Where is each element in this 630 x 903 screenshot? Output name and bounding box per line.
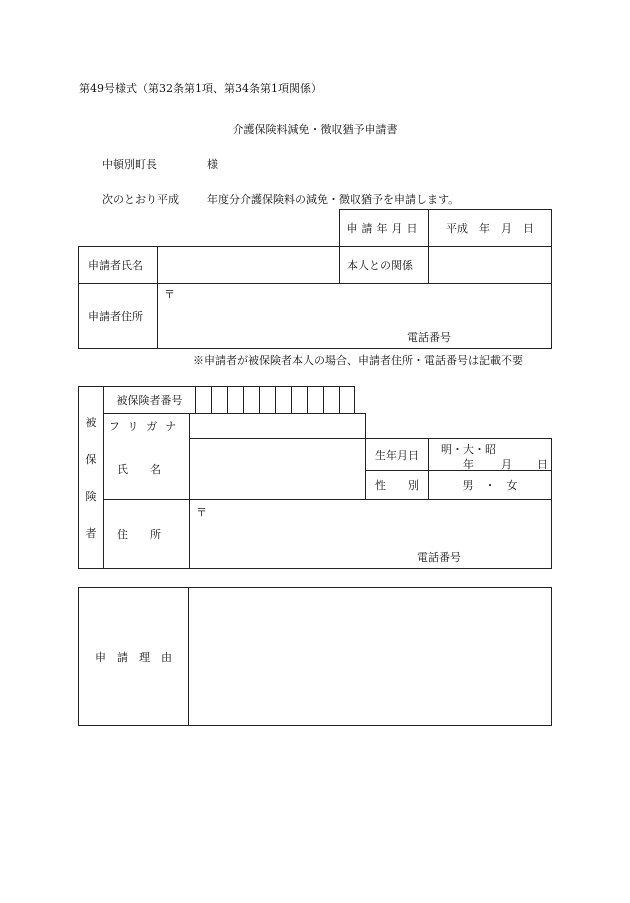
postal-mark: 〒 bbox=[164, 288, 175, 301]
application-date-label: 申請年月日 bbox=[346, 222, 422, 235]
birthdate-label: 生年月日 bbox=[375, 448, 419, 462]
applicant-phone-label: 電話番号 bbox=[407, 331, 451, 344]
insured-name-label: 氏 名 bbox=[117, 463, 161, 476]
era-options[interactable]: 明・大・昭 bbox=[441, 443, 496, 456]
applicant-address-label: 申請者住所 bbox=[88, 310, 143, 323]
insured-phone-label: 電話番号 bbox=[417, 551, 461, 564]
birth-day-unit: 日 bbox=[537, 458, 548, 471]
applicant-note: ※申請者が被保険者本人の場合、申請者住所・電話番号は記載不要 bbox=[193, 354, 523, 367]
insured-heading-char-4: 者 bbox=[85, 527, 97, 540]
intro-text: 年度分介護保険料の減免・徴収猶予を申請します。 bbox=[207, 193, 460, 206]
application-date-field[interactable]: 平成 年 月 日 bbox=[446, 222, 534, 235]
addressee: 中頓別町長 bbox=[102, 158, 157, 171]
intro-prefix: 次のとおり平成 bbox=[102, 193, 179, 206]
birth-year-unit: 年 bbox=[463, 458, 474, 471]
insured-heading-char-1: 被 bbox=[85, 416, 97, 429]
insured-address-label: 住 所 bbox=[117, 528, 161, 541]
sex-options[interactable]: 男 ・ 女 bbox=[462, 479, 518, 492]
insured-address-field[interactable] bbox=[190, 500, 551, 568]
applicant-name-label: 申請者氏名 bbox=[88, 259, 143, 272]
relation-label: 本人との関係 bbox=[347, 259, 413, 272]
sex-label: 性 別 bbox=[375, 479, 419, 492]
insured-heading-char-3: 険 bbox=[85, 490, 97, 503]
insured-postal-mark: 〒 bbox=[196, 506, 207, 519]
insured-number-field[interactable] bbox=[196, 387, 354, 413]
insured-name-field[interactable] bbox=[190, 439, 365, 499]
form-number: 第49号様式（第32条第1項、第34条第1項関係） bbox=[79, 82, 322, 95]
furigana-field[interactable] bbox=[190, 414, 365, 438]
addressee-suffix: 様 bbox=[207, 158, 218, 171]
birth-month-unit: 月 bbox=[501, 458, 512, 471]
applicant-address-field[interactable] bbox=[158, 284, 551, 348]
applicant-name-field[interactable] bbox=[158, 247, 339, 283]
reason-label: 申 請 理 由 bbox=[95, 650, 172, 664]
furigana-label: フリガナ bbox=[108, 420, 185, 433]
insured-heading-char-2: 保 bbox=[85, 453, 97, 466]
insured-number-label: 被保険者番号 bbox=[116, 394, 183, 407]
reason-field[interactable] bbox=[189, 588, 551, 725]
relation-field[interactable] bbox=[429, 247, 551, 283]
document-title: 介護保険料減免・徴収猶予申請書 bbox=[232, 123, 398, 136]
